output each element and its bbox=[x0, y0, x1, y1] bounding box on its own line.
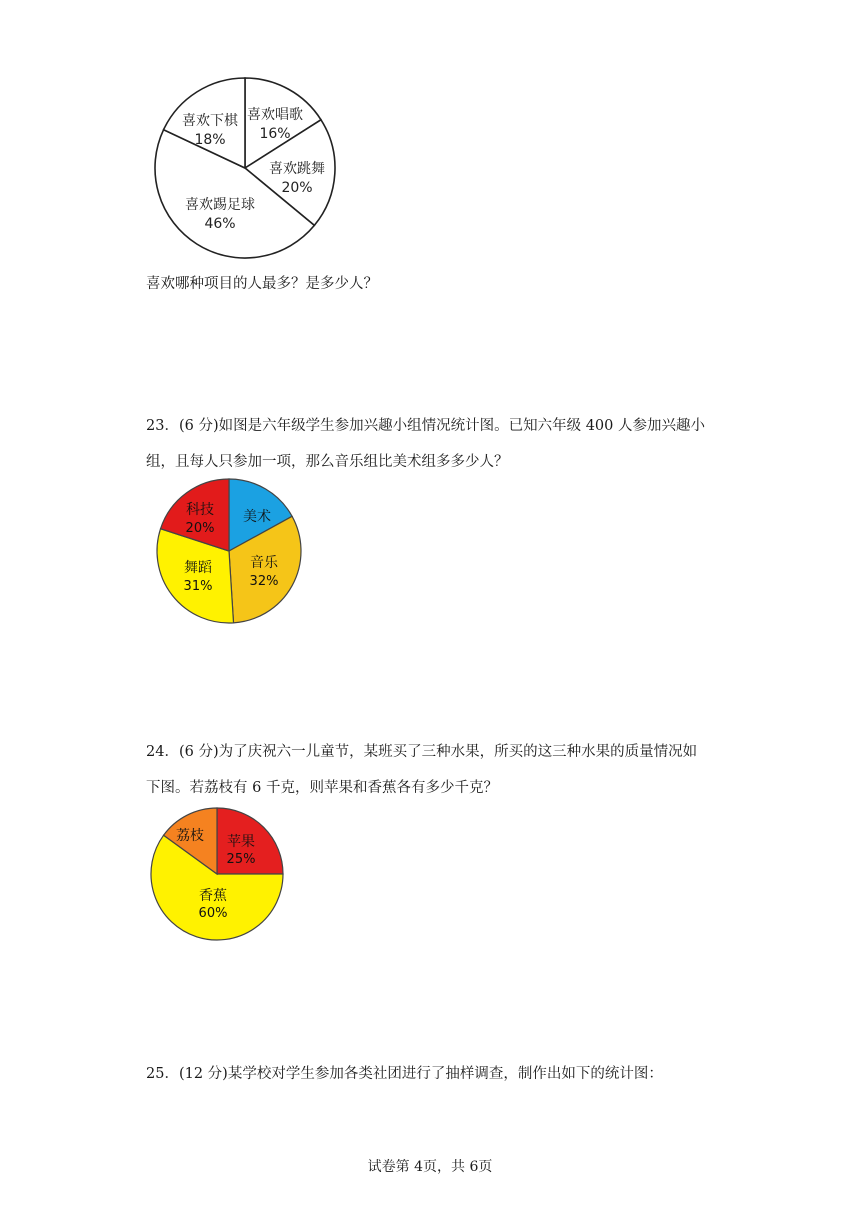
pie-percent-music: 32% bbox=[249, 574, 279, 589]
pie-percent-apple: 25% bbox=[226, 852, 256, 867]
question-23 bbox=[146, 408, 726, 480]
page-footer: 试卷第 4页，共 6页 bbox=[367, 1159, 493, 1175]
pie-label-lychee: 荔枝 bbox=[176, 828, 204, 844]
pie-label-football: 喜欢踢足球 bbox=[185, 197, 255, 213]
question-25: 25．(12 分)某学校对学生参加各类社团进行了抽样调查，制作出如下的统计图： bbox=[146, 1066, 663, 1082]
pie-label-dance: 舞蹈 bbox=[184, 560, 212, 576]
fruit-pie-chart bbox=[149, 806, 285, 942]
pie-percent-banana: 60% bbox=[198, 906, 228, 921]
question-24-line-1: 24．(6 分)为了庆祝六一儿童节，某班买了三种水果，所买的这三种水果的质量情况如 bbox=[146, 744, 698, 760]
pie-percent-dancing: 20% bbox=[281, 180, 313, 196]
pie-percent-chess: 18% bbox=[194, 132, 226, 148]
hobby-pie-chart bbox=[150, 72, 340, 264]
pie-label-tech: 科技 bbox=[186, 502, 214, 518]
question-24-line-2: 下图。若荔枝有 6 千克，则苹果和香蕉各有多少千克？ bbox=[146, 780, 498, 796]
pie-label-dancing: 喜欢跳舞 bbox=[269, 161, 325, 177]
pie-label-banana: 香蕉 bbox=[199, 888, 227, 904]
pie-percent-football: 46% bbox=[204, 216, 236, 232]
interest-group-pie-chart bbox=[154, 476, 304, 626]
pie-percent-tech: 20% bbox=[185, 521, 215, 536]
question-23-line-2: 组，且每人只参加一项，那么音乐组比美术组多多少人？ bbox=[146, 454, 509, 470]
pie-percent-singing: 16% bbox=[259, 126, 291, 142]
pie-label-singing: 喜欢唱歌 bbox=[247, 107, 303, 123]
pie-percent-dance: 31% bbox=[183, 579, 213, 594]
pie-label-apple: 苹果 bbox=[227, 834, 255, 850]
pie-label-art: 美术 bbox=[243, 509, 271, 525]
question-24 bbox=[146, 734, 726, 806]
question-23-line-1: 23．(6 分)如图是六年级学生参加兴趣小组情况统计图。已知六年级 400 人参加兴趣小 bbox=[146, 418, 705, 434]
pie-label-chess: 喜欢下棋 bbox=[182, 113, 238, 129]
question-22-tail: 喜欢哪种项目的人最多？是多少人？ bbox=[146, 276, 378, 292]
interest-pie-slices bbox=[157, 479, 301, 623]
pie-label-music: 音乐 bbox=[250, 555, 278, 571]
